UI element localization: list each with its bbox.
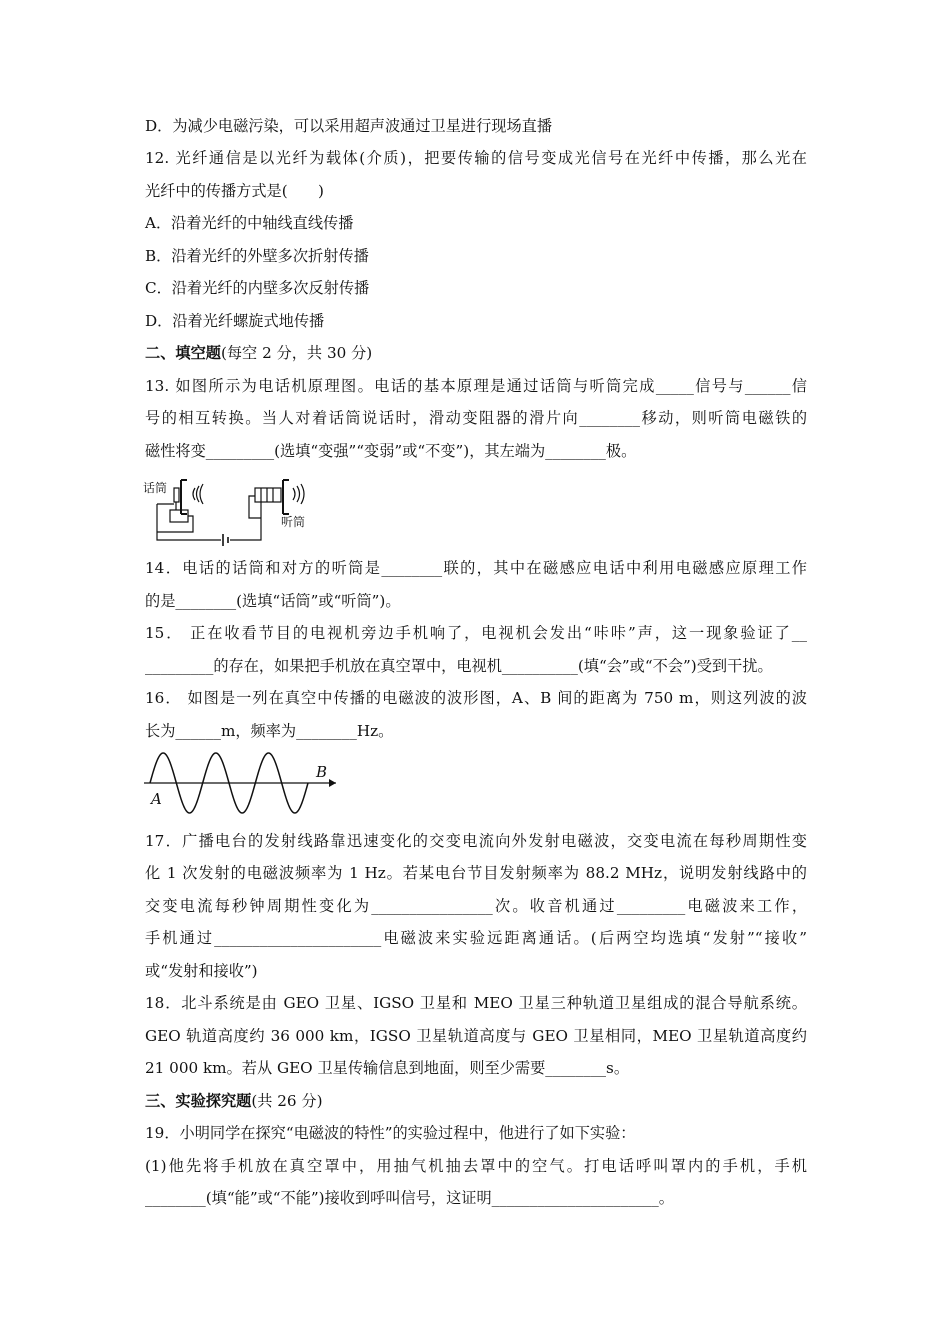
section-note: (每空 2 分，共 30 分) <box>220 344 373 362</box>
option-a: A．沿着光纤的中轴线直线传播 <box>145 214 354 232</box>
option-d: D．沿着光纤螺旋式地传播 <box>145 312 325 330</box>
question-12: 12. 光纤通信是以光纤为载体(介质)，把要传输的信号变成光信号在光纤中传播，那么光在 <box>145 149 807 167</box>
option-c: C．沿着光纤的内壁多次反射传播 <box>145 279 370 297</box>
text-line: 磁性将变_________(选填“变强”“变弱”或“不变”)，其左端为________极。 <box>145 442 637 460</box>
text-line: 21 000 km。若从 GEO 卫星传输信息到地面，则至少需要________s。 <box>145 1059 630 1077</box>
section-heading-fill <box>145 342 372 364</box>
text-line: _________的存在，如果把手机放在真空罩中，电视机__________(填“会”或“不会”)受到干扰。 <box>145 657 773 675</box>
section-title: 三、实验探究题 <box>145 1092 252 1110</box>
text-line: 的是________(选填“话筒”或“听筒”)。 <box>145 592 401 610</box>
point-b-label: B <box>316 763 328 781</box>
section-title: 二、填空题 <box>145 344 221 362</box>
text-line: ________(填“能”或“不能”)接收到呼叫信号，这证明______________________。 <box>145 1189 674 1207</box>
text-line: 交变电流每秒钟周期性变化为________________次。收音机通过_________电磁波来工作， <box>145 897 807 915</box>
text-line: 化 1 次发射的电磁波频率为 1 Hz。若某电台节目发射频率为 88.2 MHz，说明发射线路中的 <box>145 864 807 882</box>
text-line: (1)他先将手机放在真空罩中，用抽气机抽去罩中的空气。打电话呼叫罩内的手机，手机 <box>145 1157 807 1175</box>
text-line: 长为______m，频率为________Hz。 <box>145 722 394 740</box>
question-16: 16． 如图是一列在真空中传播的电磁波的波形图，A、B 间的距离为 750 m，则这列波的波 <box>145 689 807 707</box>
earpiece-label: 听筒 <box>281 515 306 529</box>
text-line: GEO 轨道高度约 36 000 km，IGSO 卫星轨道高度与 GEO 卫星相同，MEO 卫星轨道高度约 <box>145 1027 807 1045</box>
mic-label: 话筒 <box>143 481 168 495</box>
phone-circuit-figure <box>143 474 323 550</box>
section-note: (共 26 分) <box>251 1092 323 1110</box>
option-b: B．沿着光纤的外壁多次折射传播 <box>145 247 369 265</box>
axis-arrow <box>329 779 336 787</box>
text-line: D．为减少电磁污染，可以采用超声波通过卫星进行现场直播 <box>145 117 553 135</box>
text-line: 光纤中的传播方式是( ) <box>145 182 324 200</box>
electromagnet-coil <box>255 488 281 502</box>
point-a-label: A <box>151 790 162 808</box>
question-17: 17．广播电台的发射线路靠迅速变化的交变电流向外发射电磁波，交变电流在每秒周期性变 <box>145 832 807 850</box>
question-13: 13. 如图所示为电话机原理图。电话的基本原理是通过话筒与听筒完成_____信号与______信 <box>145 377 807 395</box>
question-19: 19．小明同学在探究“电磁波的特性”的实验过程中，他进行了如下实验： <box>145 1124 636 1142</box>
question-15: 15． 正在收看节目的电视机旁边手机响了，电视机会发出“咔咔”声，这一现象验证了__ <box>145 624 807 642</box>
text-line: 号的相互转换。当人对着话筒说话时，滑动变阻器的滑片向________移动，则听筒电磁铁的 <box>145 409 807 427</box>
wave-figure <box>140 749 345 821</box>
section-heading-experiment <box>145 1090 323 1112</box>
text-line: 手机通过______________________电磁波来实验远距离通话。(后两空均选填“发射”“接收” <box>145 929 807 947</box>
mic-body <box>174 488 179 502</box>
question-14: 14．电话的话筒和对方的听筒是________联的，其中在磁感应电话中利用电磁感应原理工作 <box>145 559 807 577</box>
text-line: 或“发射和接收”) <box>145 962 258 980</box>
question-18: 18．北斗系统是由 GEO 卫星、IGSO 卫星和 MEO 卫星三种轨道卫星组成的混合导航系统。 <box>145 994 807 1012</box>
rheostat <box>170 510 188 522</box>
